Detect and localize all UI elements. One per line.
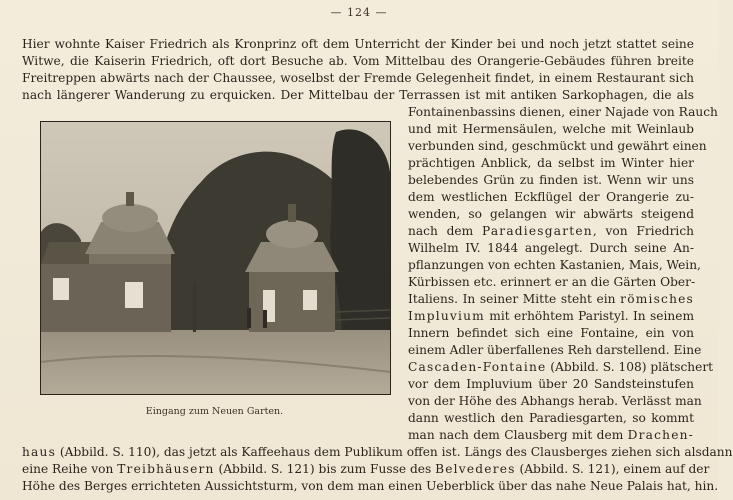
text-span: (Abbild. S. 108) plätschert <box>546 360 714 374</box>
emphasis-cascaden-fontaine: Cascaden-Fontaine <box>408 360 547 374</box>
text-line <box>408 121 694 138</box>
text-span: und mit Hermensäulen, welche mit Weinlaub <box>408 122 694 136</box>
emphasis-impluvium: Impluvium <box>408 309 485 323</box>
text-line <box>22 461 710 478</box>
text-span: (Abbild. S. 121) bis zum Fusse des <box>214 462 436 476</box>
text-span: prächtigen Anblick, da selbst im Winter hier <box>408 156 694 170</box>
text-line <box>408 376 694 393</box>
text-line <box>408 257 701 274</box>
left-window <box>53 278 69 300</box>
text-line <box>22 444 733 461</box>
photo-illustration <box>41 122 390 394</box>
text-span: Hier wohnte Kaiser Friedrich als Kronprinz oft dem Unterricht der Kinder bei und noch jetzt stattet seine <box>22 37 694 51</box>
photo-caption: Eingang zum Neuen Garten. <box>145 406 284 417</box>
text-line <box>408 206 694 223</box>
emphasis-belvederes: Belvederes <box>435 462 516 476</box>
text-span: pflanzungen von echten Kastanien, Mais, Wein, <box>408 258 701 272</box>
text-span: Wilhelm IV. 1844 angelegt. Durch seine An- <box>408 241 694 255</box>
text-span: vor dem Impluvium über 20 Sandsteinstufen <box>408 377 694 391</box>
figure-2 <box>263 310 267 328</box>
text-span: Kürbissen etc. erinnert er an die Gärten Ober- <box>408 275 696 289</box>
text-line <box>408 342 702 359</box>
text-line <box>408 427 694 444</box>
text-line <box>408 325 694 342</box>
right-pavilion-dome <box>266 220 318 248</box>
text-line <box>408 138 707 155</box>
text-line <box>22 53 694 70</box>
text-span: wenden, so gelangen wir abwärts steigend <box>408 207 694 221</box>
text-line <box>408 155 694 172</box>
emphasis-roemisches: römisches <box>620 292 694 306</box>
text-span: eine Reihe von <box>22 462 118 476</box>
text-span: Italiens. In seiner Mitte steht ein <box>408 292 621 306</box>
text-line <box>22 87 694 104</box>
text-line <box>408 308 694 325</box>
page-number: — 124 — <box>330 6 388 19</box>
text-span: (Abbild. S. 121), einem auf der <box>515 462 710 476</box>
text-span: Höhe des Berges errichteten Aussichtsturm, von dem man einen Ueberblick über das nahe Neue Palais hat, hin. <box>22 479 719 493</box>
lamp-post <box>193 282 196 332</box>
text-span: nach längerer Wanderung zu erquicken. Der Mittelbau der Terrassen ist mit antiken Sarkophagen, die als <box>22 88 694 102</box>
text-span: nach dem <box>408 224 482 238</box>
text-span: dem westlichen Eckflügel der Orangerie zu- <box>408 190 694 204</box>
photograph-garden-entrance <box>40 121 391 395</box>
left-pavilion-dome <box>102 204 158 232</box>
text-span: mit erhöhtem Paristyl. In seinem <box>484 309 694 323</box>
emphasis-drachenhaus: Drachen- <box>627 428 694 442</box>
emphasis-paradiesgarten: Paradiesgarten <box>481 224 593 238</box>
text-line <box>22 36 694 53</box>
emphasis-haus: haus <box>22 445 57 459</box>
text-span: von der Höhe des Abhangs herab. Verlässt man <box>408 394 702 408</box>
text-span: einem Adler überfallenes Reh darstellend. Eine <box>408 343 702 357</box>
text-line <box>22 478 719 495</box>
figure-1 <box>247 308 251 328</box>
ground <box>41 330 390 394</box>
text-line <box>408 240 694 257</box>
text-line <box>408 189 694 206</box>
right-house-wall <box>249 272 335 332</box>
text-span: , von Friedrich <box>592 224 694 238</box>
text-line <box>408 291 694 308</box>
text-line <box>408 410 694 427</box>
text-span: verbunden sind, geschmückt und gewährt einen <box>408 139 707 153</box>
text-span: Freitreppen abwärts nach der Chaussee, woselbst der Fremde Gelegenheit findet, in einem Restaurant sich <box>22 71 694 85</box>
text-line <box>408 223 694 240</box>
text-line <box>22 70 694 87</box>
emphasis-treibhaeusern: Treibhäusern <box>117 462 215 476</box>
text-line <box>408 104 718 121</box>
text-span: man nach dem Clausberg mit dem <box>408 428 628 442</box>
right-pavilion-lantern <box>288 204 296 222</box>
left-pavilion-base <box>89 254 171 264</box>
left-door <box>125 282 143 308</box>
right-window <box>303 290 317 310</box>
text-span: Witwe, die Kaiserin Friedrich, oft dort Besuche ab. Vom Mittelbau des Orangerie-Gebäudes führen breite <box>22 54 694 68</box>
text-line <box>408 393 702 410</box>
text-span: (Abbild. S. 110), das jetzt als Kaffeehaus dem Publikum offen ist. Längs des Clausberges ziehen sich alsdann <box>56 445 733 459</box>
text-line <box>408 172 694 189</box>
left-pavilion-lantern <box>126 192 134 206</box>
text-span: dann westlich den Paradiesgarten, so kommt <box>408 411 694 425</box>
text-line <box>408 274 694 291</box>
text-span: belebendes Grün zu finden ist. Wenn wir uns <box>408 173 694 187</box>
text-span: Innern befindet sich eine Fontaine, ein von <box>408 326 694 340</box>
text-line <box>408 359 714 376</box>
text-span: Fontainenbassins dienen, einer Najade von Rauch <box>408 105 718 119</box>
